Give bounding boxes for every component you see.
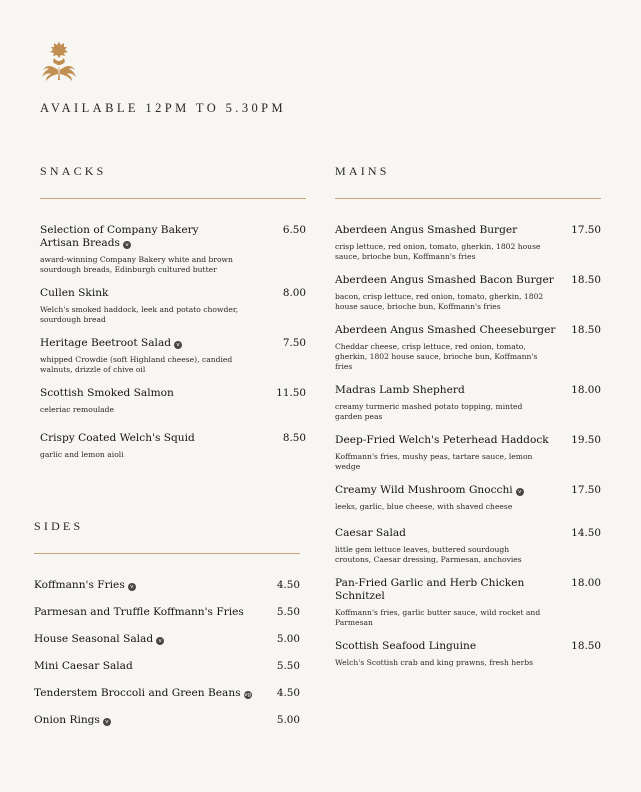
menu-item xyxy=(335,577,601,628)
item-name: Deep-Fried Welch's Peterhead Haddock xyxy=(335,434,549,446)
item-name: Heritage Beetroot Salad v xyxy=(40,337,182,350)
item-price: 6.50 xyxy=(282,224,306,236)
item-description: leeks, garlic, blue cheese, with shaved cheese xyxy=(335,502,513,511)
item-price: 4.50 xyxy=(276,579,300,591)
menu-item xyxy=(335,434,601,472)
item-name: Scottish Smoked Salmon xyxy=(40,387,174,399)
item-name: Creamy Wild Mushroom Gnocchi v xyxy=(335,484,524,497)
item-name: Madras Lamb Shepherd xyxy=(335,384,465,396)
section-divider xyxy=(335,198,601,199)
item-description: Welch's Scottish crab and king prawns, fresh herbs xyxy=(335,658,534,667)
item-price: 11.50 xyxy=(276,387,306,399)
menu-item xyxy=(335,484,601,512)
item-price: 8.00 xyxy=(282,287,306,299)
menu-item xyxy=(335,324,601,372)
vegetarian-icon: v xyxy=(123,241,131,249)
menu-item xyxy=(335,274,601,312)
item-description: creamy turmeric mashed potato topping, minted garden peas xyxy=(335,402,523,421)
item-price: 18.50 xyxy=(571,640,601,652)
vegan-icon: vg xyxy=(244,692,251,698)
availability-text: AVAILABLE 12PM TO 5.30PM xyxy=(40,101,286,115)
thistle-icon xyxy=(40,40,78,82)
item-description: Cheddar cheese, crisp lettuce, red onion, tomato, gherkin, 1802 house sauce, brioche bun, Koffmann's fries xyxy=(335,342,538,371)
item-name: Parmesan and Truffle Koffmann's Fries xyxy=(34,606,244,618)
vegetarian-icon: v xyxy=(103,718,111,726)
item-name: Mini Caesar Salad xyxy=(34,660,133,672)
item-description: celeriac remoulade xyxy=(40,405,115,414)
side-item xyxy=(34,633,300,646)
item-price: 17.50 xyxy=(571,224,601,236)
side-item xyxy=(34,579,300,592)
item-name: Aberdeen Angus Smashed Cheeseburger xyxy=(335,324,556,336)
sides-section xyxy=(34,519,300,727)
item-price: 5.00 xyxy=(276,633,300,645)
item-name: House Seasonal Salad v xyxy=(34,633,164,646)
item-price: 18.50 xyxy=(571,274,601,286)
vegetarian-icon: v xyxy=(174,341,182,349)
menu-item xyxy=(335,224,601,262)
item-price: 8.50 xyxy=(282,432,306,444)
item-name: Crispy Coated Welch's Squid xyxy=(40,432,195,444)
section-title: SNACKS xyxy=(40,164,107,178)
item-description: crisp lettuce, red onion, tomato, gherkin, 1802 house sauce, brioche bun, Koffmann's fries xyxy=(335,242,541,261)
item-description: bacon, crisp lettuce, red onion, tomato, gherkin, 1802 house sauce, brioche bun, Koffmann's fries xyxy=(335,292,544,311)
item-price: 5.50 xyxy=(276,606,300,618)
mains-section xyxy=(335,164,601,668)
menu-item xyxy=(40,337,306,375)
item-description: little gem lettuce leaves, buttered sourdough croutons, Caesar dressing, Parmesan, anchovies xyxy=(335,545,522,564)
item-name: Aberdeen Angus Smashed Bacon Burger xyxy=(335,274,554,286)
item-price: 4.50 xyxy=(276,687,300,699)
menu-item xyxy=(40,287,306,325)
vegetarian-icon: v xyxy=(156,637,164,645)
item-description: garlic and lemon aioli xyxy=(40,450,124,459)
item-name: Caesar Salad xyxy=(335,527,406,539)
menu-item xyxy=(335,640,601,668)
side-item xyxy=(34,714,300,727)
item-name: Onion Rings v xyxy=(34,714,111,727)
menu-item xyxy=(40,387,306,415)
vegetarian-icon: v xyxy=(516,488,524,496)
section-divider xyxy=(40,198,306,199)
item-name: Tenderstem Broccoli and Green Beans vg xyxy=(34,687,251,699)
menu-item xyxy=(40,432,306,460)
item-price: 19.50 xyxy=(571,434,601,446)
section-title: SIDES xyxy=(34,519,84,533)
vegetarian-icon: v xyxy=(128,583,136,591)
side-item xyxy=(34,660,300,673)
item-price: 18.00 xyxy=(571,384,601,396)
item-description: award-winning Company Bakery white and brown sourdough breads, Edinburgh cultured butter xyxy=(40,255,233,274)
section-title: MAINS xyxy=(335,164,390,178)
item-price: 5.00 xyxy=(276,714,300,726)
thistle-logo xyxy=(40,40,78,82)
item-description: Koffmann's fries, mushy peas, tartare sauce, lemon wedge xyxy=(335,452,533,471)
item-name: Scottish Seafood Linguine xyxy=(335,640,477,652)
item-name: Pan-Fried Garlic and Herb Chicken Schnitzel xyxy=(335,577,525,602)
item-name: Koffmann's Fries v xyxy=(34,579,136,592)
item-name: Aberdeen Angus Smashed Burger xyxy=(335,224,518,236)
section-divider xyxy=(34,553,300,554)
item-price: 17.50 xyxy=(571,484,601,496)
menu-item xyxy=(335,527,601,565)
side-item xyxy=(34,687,300,700)
snacks-section xyxy=(40,164,306,460)
menu-item xyxy=(40,224,306,275)
item-price: 18.00 xyxy=(571,577,601,589)
item-price: 18.50 xyxy=(571,324,601,336)
menu-item xyxy=(335,384,601,422)
item-description: Koffmann's fries, garlic butter sauce, wild rocket and Parmesan xyxy=(335,608,541,627)
side-item xyxy=(34,606,300,619)
item-name: Cullen Skink xyxy=(40,287,109,299)
item-price: 14.50 xyxy=(571,527,601,539)
item-price: 5.50 xyxy=(276,660,300,672)
item-name: Selection of Company Bakery Artisan Breads v xyxy=(40,224,199,249)
item-price: 7.50 xyxy=(282,337,306,349)
item-description: Welch's smoked haddock, leek and potato chowder, sourdough bread xyxy=(40,305,239,324)
item-description: whipped Crowdie (soft Highland cheese), candied walnuts, drizzle of chive oil xyxy=(40,355,233,374)
